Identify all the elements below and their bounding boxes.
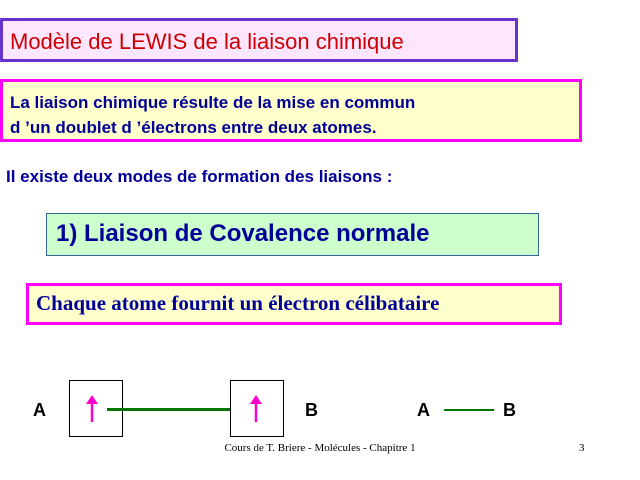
orbital-box-b <box>230 380 284 437</box>
page-number: 3 <box>579 442 585 454</box>
definition-line-2: d ’un doublet d ’électrons entre deux atomes. <box>10 118 377 137</box>
slide-title-box <box>0 18 518 62</box>
section-heading: 1) Liaison de Covalence normale <box>56 220 430 247</box>
section-heading-box <box>46 213 539 256</box>
bond-line-forming <box>107 408 246 411</box>
atom-b-label: B <box>305 400 318 420</box>
definition-box <box>0 79 582 142</box>
electron-up-arrow-icon <box>249 395 263 423</box>
electron-up-arrow-icon <box>85 395 99 423</box>
statement-text: Chaque atome fournit un électron célibataire <box>36 291 440 315</box>
intro-text: Il existe deux modes de formation des liaisons : <box>6 167 393 186</box>
covalent-bond-line <box>444 409 494 411</box>
slide-title: Modèle de LEWIS de la liaison chimique <box>10 29 404 54</box>
result-atom-a-label: A <box>417 400 430 420</box>
atom-a-label: A <box>33 400 46 420</box>
footer-credit: Cours de T. Briere - Molécules - Chapitre 1 <box>224 442 416 454</box>
definition-line-1: La liaison chimique résulte de la mise en commun <box>10 93 416 112</box>
result-atom-b-label: B <box>503 400 516 420</box>
statement-box <box>26 283 562 325</box>
